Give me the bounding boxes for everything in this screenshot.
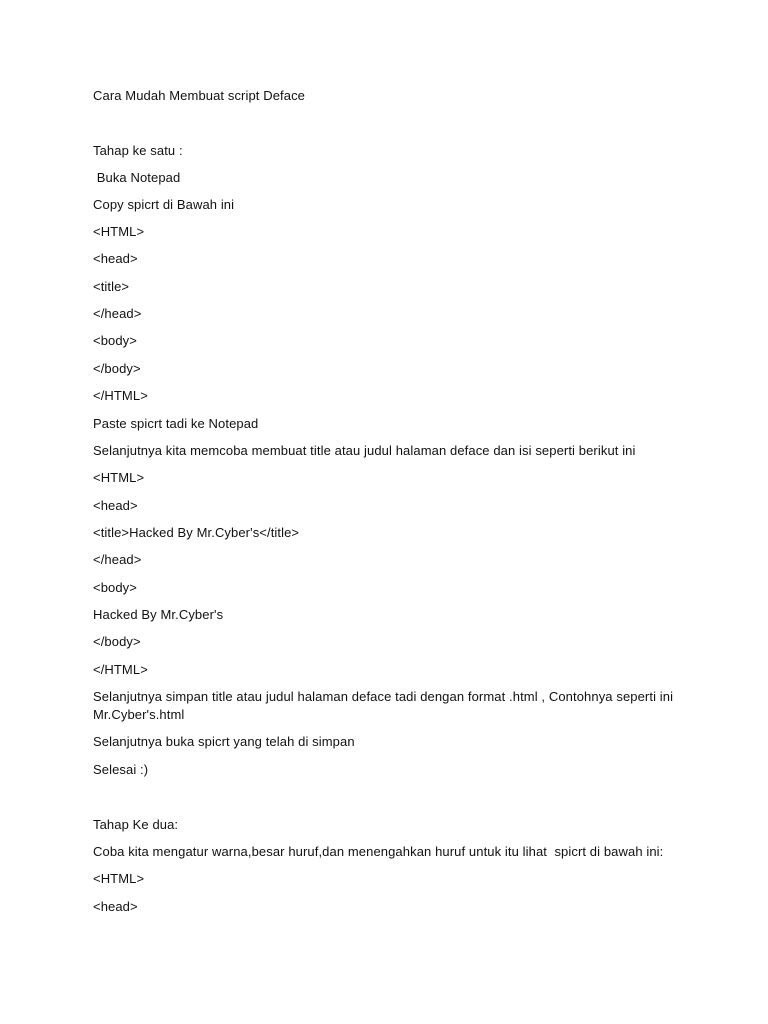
code-line: <head> — [93, 498, 138, 513]
text-line: Buka Notepad — [93, 170, 181, 185]
text-line: Selanjutnya kita memcoba membuat title atau judul halaman deface dan isi seperti berikut ini — [93, 443, 636, 458]
text-line: Mr.Cyber's.html — [93, 707, 185, 722]
code-line: <body> — [93, 333, 137, 348]
text-line: Copy spicrt di Bawah ini — [93, 197, 235, 212]
code-line: </body> — [93, 361, 141, 376]
code-line: </head> — [93, 552, 142, 567]
code-line: </HTML> — [93, 662, 148, 677]
code-line: <head> — [93, 899, 138, 914]
text-line: Tahap ke satu : — [93, 143, 183, 158]
text-line: Coba kita mengatur warna,besar huruf,dan menengahkan huruf untuk itu lihat spicrt di bawah ini: — [93, 844, 664, 859]
document-title: Cara Mudah Membuat script Deface — [93, 88, 306, 103]
code-line: <HTML> — [93, 871, 145, 886]
code-line: <title> — [93, 279, 130, 294]
text-line: Paste spicrt tadi ke Notepad — [93, 416, 259, 431]
text-line: Selesai :) — [93, 762, 149, 777]
code-line: <body> — [93, 580, 137, 595]
text-line: Selanjutnya simpan title atau judul halaman deface tadi dengan format .html , Contohnya seperti ini — [93, 689, 674, 704]
text-line: Hacked By Mr.Cyber's — [93, 607, 224, 622]
code-line: <HTML> — [93, 224, 145, 239]
code-line: <HTML> — [93, 470, 145, 485]
section-heading: Tahap Ke dua: — [93, 817, 179, 832]
code-line: </head> — [93, 306, 142, 321]
code-line: <title>Hacked By Mr.Cyber's</title> — [93, 525, 300, 540]
text-line: Selanjutnya buka spicrt yang telah di simpan — [93, 734, 355, 749]
code-line: <head> — [93, 251, 138, 266]
code-line: </body> — [93, 634, 141, 649]
code-line: </HTML> — [93, 388, 148, 403]
